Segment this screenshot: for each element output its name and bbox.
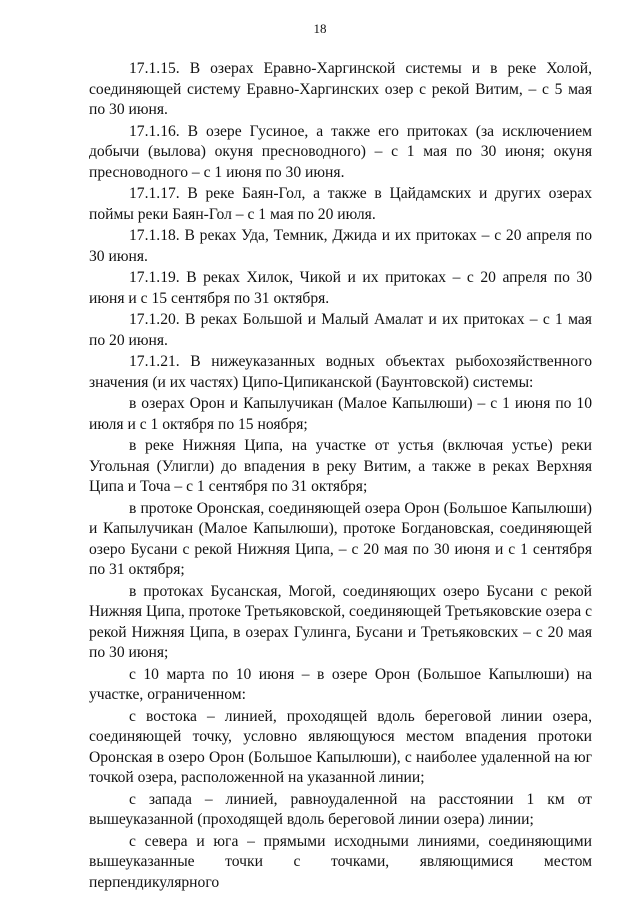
- paragraph-east-boundary: с востока – линией, проходящей вдоль береговой линии озера, соединяющей точку, условно являющуюся местом впадения протоки Оронская в озеро Орон (Большое Капылюши), с наиболее удаленной на юг точкой озера, расположенной на указанной линии;: [89, 707, 592, 786]
- paragraph-west-boundary: с запада – линией, равноудаленной на расстоянии 1 км от вышеуказанной (проходящей вдоль береговой линии озера) линии;: [89, 790, 592, 828]
- paragraph-river-nizhnyaya-tsipa: в реке Нижняя Ципа, на участке от устья (включая устье) реки Угольная (Улигли) до впадения в реку Витим, а также в реках Верхняя Ципа и Точа – с 1 сентября по 31 октября;: [89, 437, 592, 495]
- paragraph-17-1-15: 17.1.15. В озерах Еравно-Харгинской системы и в реке Холой, соединяющей систему Еравно-Харгинских озер с рекой Витим, – с 5 мая по 30 июня.: [89, 60, 592, 118]
- paragraph-17-1-18: 17.1.18. В реках Уда, Темник, Джида и их притоках – с 20 апреля по 30 июня.: [89, 227, 592, 265]
- page-number: 18: [313, 21, 327, 36]
- paragraph-march-june-oron: с 10 марта по 10 июня – в озере Орон (Большое Капылюши) на участке, ограниченном:: [89, 665, 592, 703]
- paragraph-17-1-21: 17.1.21. В нижеуказанных водных объектах рыбохозяйственного значения (и их частях) Ципо-Ципиканской (Баунтовской) системы:: [89, 353, 592, 391]
- paragraph-17-1-17: 17.1.17. В реке Баян-Гол, а также в Цайдамских и других озерах поймы реки Баян-Гол – с 1 мая по 20 июля.: [89, 185, 592, 223]
- paragraph-17-1-16: 17.1.16. В озере Гусиное, а также его притоках (за исключением добычи (вылова) окуня пресноводного) – с 1 мая по 30 июня; окуня пресноводного – с 1 июня по 30 июня.: [89, 122, 592, 181]
- paragraph-busanskaya-channels: в протоках Бусанская, Могой, соединяющих озеро Бусани с рекой Нижняя Ципа, протоке Третьяковской, соединяющей Третьяковские озера с рекой Нижняя Ципа, в озерах Гулинга, Бусани и Третьяковских – с 20 мая по 30 июня;: [89, 582, 592, 661]
- paragraph-17-1-19: 17.1.19. В реках Хилок, Чикой и их притоках – с 20 апреля по 30 июня и с 15 сентября по 31 октября.: [89, 269, 592, 307]
- paragraph-oronskaya-channel: в протоке Оронская, соединяющей озера Орон (Большое Капылюши) и Капылучикан (Малое Капылюши), протоке Богдановская, соединяющей озеро Бусани с рекой Нижняя Ципа, – с 20 мая по 30 июня и с 1 сентября по 31 октября;: [89, 499, 592, 578]
- paragraph-17-1-20: 17.1.20. В реках Большой и Малый Амалат и их притоках – с 1 мая по 20 июня.: [89, 311, 592, 349]
- document-body: [89, 59, 592, 893]
- paragraph-lakes-oron: в озерах Орон и Капылучикан (Малое Капылюши) – с 1 июня по 10 июля и с 1 октября по 15 ноября;: [89, 395, 592, 433]
- paragraph-north-south-boundary: с севера и юга – прямыми исходными линиями, соединяющими вышеуказанные точки с точками, являющимися местом перпендикулярного: [89, 832, 592, 891]
